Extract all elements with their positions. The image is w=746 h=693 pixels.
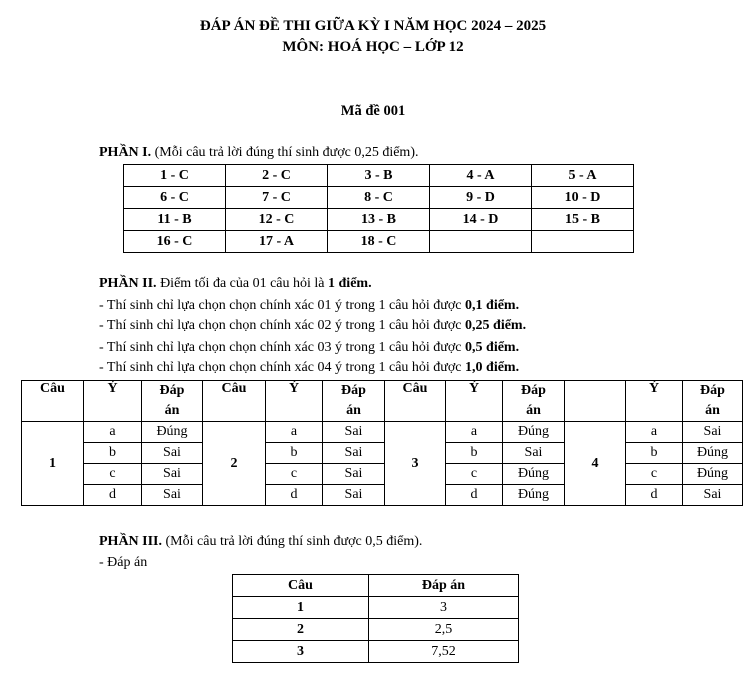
option-letter: a bbox=[626, 422, 683, 443]
part2-label: PHẦN II. bbox=[99, 276, 157, 291]
option-letter: d bbox=[446, 485, 503, 506]
answer-value: 2,5 bbox=[369, 619, 519, 641]
option-letter: a bbox=[266, 422, 323, 443]
table-row bbox=[233, 619, 519, 641]
option-answer: Đúng bbox=[503, 422, 565, 443]
document-subject: MÔN: HOÁ HỌC – LỚP 12 bbox=[282, 39, 464, 55]
exam-code: Mã đề 001 bbox=[340, 103, 406, 119]
question-number: 1 bbox=[233, 597, 369, 619]
part1-answer-table bbox=[123, 164, 634, 253]
option-letter: b bbox=[84, 443, 142, 464]
option-letter: b bbox=[266, 443, 323, 464]
answer-cell: 17 - A bbox=[226, 231, 328, 253]
option-answer: Sai bbox=[683, 485, 743, 506]
option-answer: Sai bbox=[323, 443, 385, 464]
option-answer: Đúng bbox=[503, 485, 565, 506]
option-letter: a bbox=[84, 422, 142, 443]
option-answer: Sai bbox=[503, 443, 565, 464]
answer-cell: 5 - A bbox=[532, 165, 634, 187]
header-y: Ý bbox=[446, 381, 503, 422]
option-letter: c bbox=[84, 464, 142, 485]
table-row bbox=[22, 443, 743, 464]
header-dap-an: Đáp bbox=[323, 381, 385, 402]
option-answer: Đúng bbox=[683, 443, 743, 464]
part3-heading bbox=[99, 534, 422, 550]
option-letter: a bbox=[446, 422, 503, 443]
answer-cell: 8 - C bbox=[328, 187, 430, 209]
header-dap-an: Đáp bbox=[142, 381, 203, 402]
option-letter: b bbox=[626, 443, 683, 464]
answer-value: 7,52 bbox=[369, 641, 519, 663]
part2-rule-text: - Thí sinh chỉ lựa chọn chọn chính xác 03 ý trong 1 câu hỏi được bbox=[99, 340, 466, 355]
table-row bbox=[22, 485, 743, 506]
header-y: Ý bbox=[84, 381, 142, 422]
header-cau: Câu bbox=[22, 381, 84, 422]
part2-intro-bold: 1 điểm. bbox=[328, 276, 372, 291]
header-y: Ý bbox=[626, 381, 683, 422]
table-row bbox=[22, 422, 743, 443]
part3-note: (Mỗi câu trả lời đúng thí sinh được 0,5 điểm). bbox=[162, 534, 423, 549]
option-answer: Sai bbox=[142, 485, 203, 506]
answer-cell: 15 - B bbox=[532, 209, 634, 231]
question-number: 1 bbox=[22, 422, 84, 506]
answer-cell: 18 - C bbox=[328, 231, 430, 253]
table-row bbox=[233, 641, 519, 663]
part2-heading bbox=[99, 276, 372, 292]
question-number: 4 bbox=[565, 422, 626, 506]
part3-answer-table bbox=[232, 574, 519, 663]
option-letter: c bbox=[446, 464, 503, 485]
part2-rule-text: - Thí sinh chỉ lựa chọn chọn chính xác 04 ý trong 1 câu hỏi được bbox=[99, 360, 466, 375]
option-answer: Sai bbox=[683, 422, 743, 443]
answer-cell: 13 - B bbox=[328, 209, 430, 231]
header-dap-an: án bbox=[683, 401, 743, 422]
header-dap-an: án bbox=[323, 401, 385, 422]
table-row bbox=[124, 165, 634, 187]
question-number: 2 bbox=[203, 422, 266, 506]
part2-rule-points: 1,0 điểm. bbox=[465, 360, 520, 375]
header-cell: Đáp án bbox=[369, 575, 519, 597]
part2-rule-points: 0,5 điểm. bbox=[465, 340, 520, 355]
part2-rule-points: 0,25 điểm. bbox=[465, 318, 527, 333]
option-letter: d bbox=[266, 485, 323, 506]
header-cau: Câu bbox=[203, 381, 266, 422]
header-y: Ý bbox=[266, 381, 323, 422]
header-dap-an: Đáp bbox=[683, 381, 743, 402]
part2-rule-text: - Thí sinh chỉ lựa chọn chọn chính xác 02 ý trong 1 câu hỏi được bbox=[99, 318, 466, 333]
option-answer: Sai bbox=[323, 422, 385, 443]
option-answer: Đúng bbox=[683, 464, 743, 485]
answer-cell: 12 - C bbox=[226, 209, 328, 231]
table-row bbox=[124, 209, 634, 231]
table-row bbox=[22, 464, 743, 485]
answer-cell: 2 - C bbox=[226, 165, 328, 187]
answer-cell: 11 - B bbox=[124, 209, 226, 231]
answer-cell bbox=[430, 231, 532, 253]
table-header-row bbox=[22, 381, 743, 402]
question-number: 3 bbox=[233, 641, 369, 663]
part3-label: PHẦN III. bbox=[99, 534, 163, 549]
option-answer: Sai bbox=[142, 443, 203, 464]
part2-rule bbox=[99, 298, 519, 314]
part1-heading bbox=[99, 145, 418, 161]
part2-intro: Điểm tối đa của 01 câu hỏi là bbox=[156, 276, 329, 291]
option-letter: c bbox=[266, 464, 323, 485]
part1-note: (Mỗi câu trả lời đúng thí sinh được 0,25 điểm). bbox=[151, 145, 419, 160]
table-row bbox=[124, 231, 634, 253]
header-dap-an: Đáp bbox=[503, 381, 565, 402]
header-cau: Câu bbox=[385, 381, 446, 422]
answer-cell: 7 - C bbox=[226, 187, 328, 209]
option-answer: Sai bbox=[142, 464, 203, 485]
table-row bbox=[233, 597, 519, 619]
question-number: 2 bbox=[233, 619, 369, 641]
answer-cell: 9 - D bbox=[430, 187, 532, 209]
part2-rule bbox=[99, 360, 519, 376]
answer-cell: 3 - B bbox=[328, 165, 430, 187]
header-dap-an: án bbox=[503, 401, 565, 422]
answer-cell: 6 - C bbox=[124, 187, 226, 209]
part2-rule-points: 0,1 điểm. bbox=[465, 298, 520, 313]
option-letter: d bbox=[626, 485, 683, 506]
option-letter: c bbox=[626, 464, 683, 485]
answer-cell: 1 - C bbox=[124, 165, 226, 187]
answer-value: 3 bbox=[369, 597, 519, 619]
option-answer: Sai bbox=[323, 485, 385, 506]
answer-cell bbox=[532, 231, 634, 253]
header-cell: Câu bbox=[233, 575, 369, 597]
option-answer: Đúng bbox=[142, 422, 203, 443]
part2-rule bbox=[99, 318, 526, 334]
header-cau bbox=[565, 381, 626, 422]
part2-rule-text: - Thí sinh chỉ lựa chọn chọn chính xác 01 ý trong 1 câu hỏi được bbox=[99, 298, 466, 313]
document-title: ĐÁP ÁN ĐỀ THI GIỮA KỲ I NĂM HỌC 2024 – 2025 bbox=[199, 18, 547, 34]
option-letter: b bbox=[446, 443, 503, 464]
question-number: 3 bbox=[385, 422, 446, 506]
table-row bbox=[124, 187, 634, 209]
part2-rule bbox=[99, 340, 519, 356]
option-answer: Sai bbox=[323, 464, 385, 485]
header-dap-an: án bbox=[142, 401, 203, 422]
answer-cell: 10 - D bbox=[532, 187, 634, 209]
part1-label: PHẦN I. bbox=[99, 145, 152, 160]
option-answer: Đúng bbox=[503, 464, 565, 485]
option-letter: d bbox=[84, 485, 142, 506]
answer-cell: 4 - A bbox=[430, 165, 532, 187]
part3-sub: - Đáp án bbox=[99, 555, 148, 570]
table-header-row bbox=[233, 575, 519, 597]
part2-answer-table bbox=[21, 380, 743, 506]
answer-cell: 16 - C bbox=[124, 231, 226, 253]
answer-cell: 14 - D bbox=[430, 209, 532, 231]
